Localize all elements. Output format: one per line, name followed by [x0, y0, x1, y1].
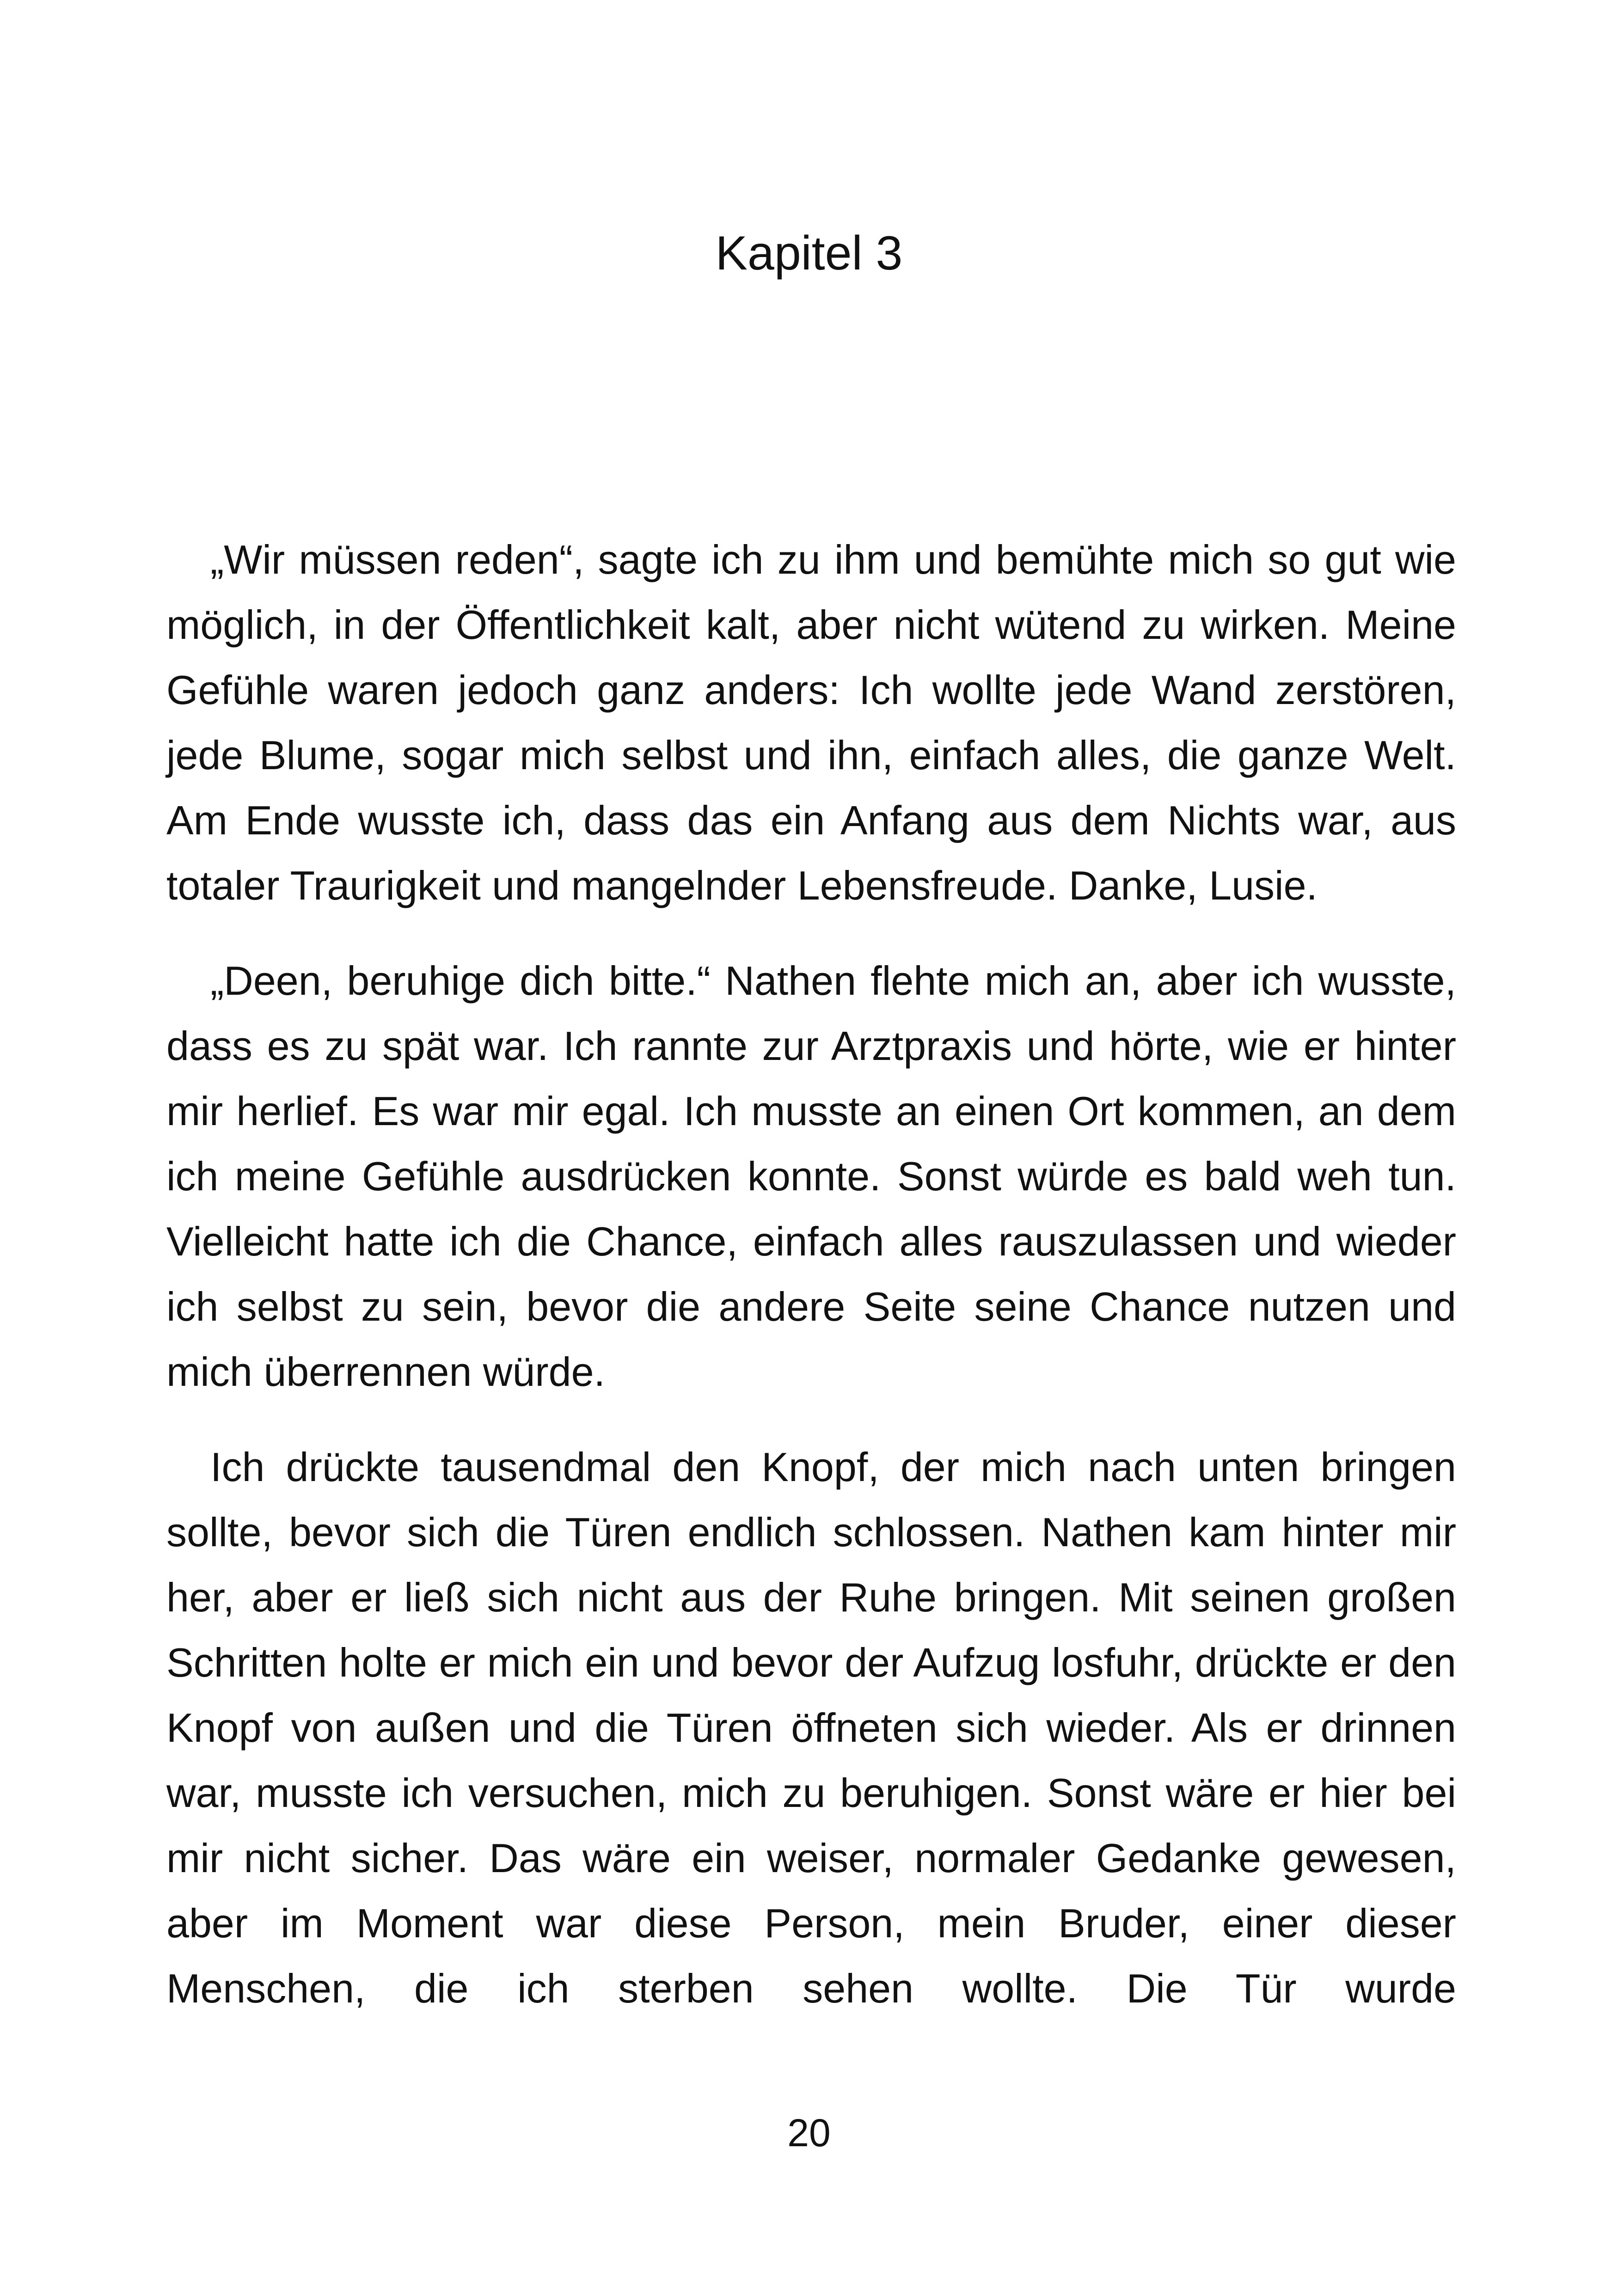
- chapter-title: Kapitel 3: [715, 227, 903, 280]
- paragraph-3: Ich drückte tausendmal den Knopf, der mich nach unten bringen sollte, bevor sich die Türen endlich schlossen. Nathen kam hinter mir her, aber er ließ sich nicht aus der Ruhe bringen. Mit seinen großen Schritten holte er mich ein und bevor der Aufzug losfuhr, drückte er den Knopf von außen und die Türen öffneten sich wieder. Als er drinnen war, musste ich versuchen, mich zu beruhigen. Sonst wäre er hier bei mir nicht sicher. Das wäre ein weiser, normaler Gedanke gewesen, aber im Moment war diese Person, mein Bruder, einer dieser Menschen, die ich sterben sehen wollte. Die Tür wurde: [166, 1444, 1456, 2011]
- paragraph-2: „Deen, beruhige dich bitte.“ Nathen flehte mich an, aber ich wusste, dass es zu spät war. Ich rannte zur Arztpraxis und hörte, wie er hinter mir herlief. Es war mir egal. Ich musste an einen Ort kommen, an dem ich meine Gefühle ausdrücken konnte. Sonst würde es bald weh tun. Vielleicht hatte ich die Chance, einfach alles rauszulassen und wieder ich selbst zu sein, bevor die andere Seite seine Chance nutzen und mich überrennen würde.: [166, 958, 1456, 1395]
- chapter-body: [166, 527, 1456, 2021]
- page-number: 20: [787, 2111, 831, 2155]
- paragraph-1: „Wir müssen reden“, sagte ich zu ihm und bemühte mich so gut wie möglich, in der Öffentlichkeit kalt, aber nicht wütend zu wirken. Meine Gefühle waren jedoch ganz anders: Ich wollte jede Wand zerstören, jede Blume, sogar mich selbst und ihn, einfach alles, die ganze Welt. Am Ende wusste ich, dass das ein Anfang aus dem Nichts war, aus totaler Traurigkeit und mangelnder Lebensfreude. Danke, Lusie.: [166, 537, 1456, 908]
